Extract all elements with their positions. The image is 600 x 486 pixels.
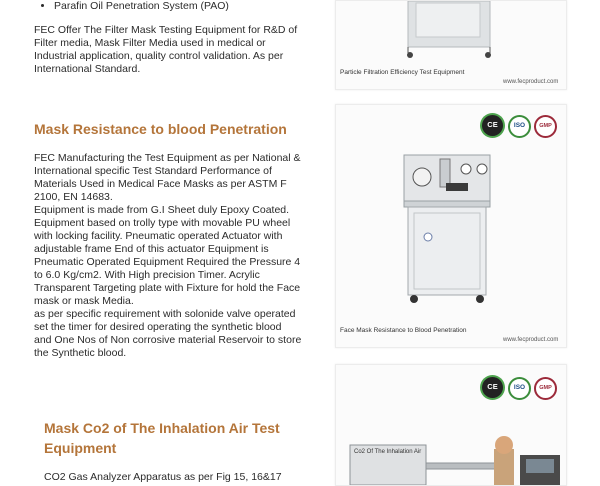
- text-line: Pneumatic Operated Equipment Required the Pressure 4: [34, 256, 301, 268]
- text-line: CO2 Gas Analyzer Apparatus as per Fig 15, 16&17: [44, 471, 282, 483]
- text-line: Materials Used in Medical Face Masks as per ASTM F: [34, 178, 287, 190]
- text-line: and One Nos of Non corrosive material Reservoir to store: [34, 334, 302, 346]
- text-line: as per specific requirement with solonide valve operated: [34, 308, 296, 320]
- text-line: Equipment based on trolly type with movable PU wheel: [34, 217, 291, 229]
- gmp-badge: GMP: [534, 115, 557, 138]
- particle-filtration-image: [335, 0, 567, 90]
- co2-inhalation-image: [335, 364, 567, 486]
- heading-line: Mask Co2 of The Inhalation Air Test: [44, 420, 280, 436]
- image-caption: Particle Filtration Efficiency Test Equipment: [340, 69, 465, 76]
- list-item: • Parafin Oil Penetration System (PAO): [54, 0, 229, 13]
- text-line: mask or mask Media.: [34, 295, 134, 307]
- text-line: set the timer for desired operating the synthetic blood: [34, 321, 282, 333]
- section-heading: Mask Resistance to blood Penetration: [34, 121, 287, 137]
- image-caption: Face Mask Resistance to Blood Penetration: [340, 327, 467, 334]
- text-line: with locking facility. Pneumatic operated Actuator with: [34, 230, 283, 242]
- blood-penetration-machine-illustration: [336, 105, 566, 347]
- image-label: Co2 Of The Inhalation Air: [354, 449, 422, 455]
- image-url: www.fecproduct.com: [503, 79, 559, 85]
- image-url: www.fecproduct.com: [503, 337, 559, 343]
- text-line: FEC Manufacturing the Test Equipment as per National &: [34, 152, 301, 164]
- text-line: the Synthetic blood.: [34, 347, 127, 359]
- text-line: FEC Offer The Filter Mask Testing Equipment for R&D of: [34, 24, 298, 36]
- equipment-bullet-list: [40, 0, 229, 13]
- gmp-badge: GMP: [534, 377, 557, 400]
- text-line: Equipment is made from G.I Sheet duly Epoxy Coated.: [34, 204, 290, 216]
- text-line: Transparent Targeting plate with Fixture for hold the Face: [34, 282, 301, 294]
- ce-badge: CE: [482, 115, 503, 136]
- text-line: adjustable frame End of this actuator Equipment is: [34, 243, 269, 255]
- blood-penetration-image: [335, 104, 567, 348]
- iso-badge: ISO: [508, 115, 531, 138]
- text-line: to 6.0 Kg/cm2. With High precision Timer. Acrylic: [34, 269, 260, 281]
- heading-line: Equipment: [44, 440, 117, 456]
- text-line: Filter media, Mask Filter Media used in medical or: [34, 37, 266, 49]
- section-heading: [44, 418, 280, 458]
- ce-badge: CE: [482, 377, 503, 398]
- text-line: International Standard.: [34, 63, 141, 75]
- text-line: International specific Test Standard Performance of: [34, 165, 272, 177]
- text-line: 2100, EN 14683.: [34, 191, 113, 203]
- co2-machine-illustration: [336, 365, 566, 485]
- text-line: Industrial application, quality control validation. As per: [34, 50, 284, 62]
- iso-badge: ISO: [508, 377, 531, 400]
